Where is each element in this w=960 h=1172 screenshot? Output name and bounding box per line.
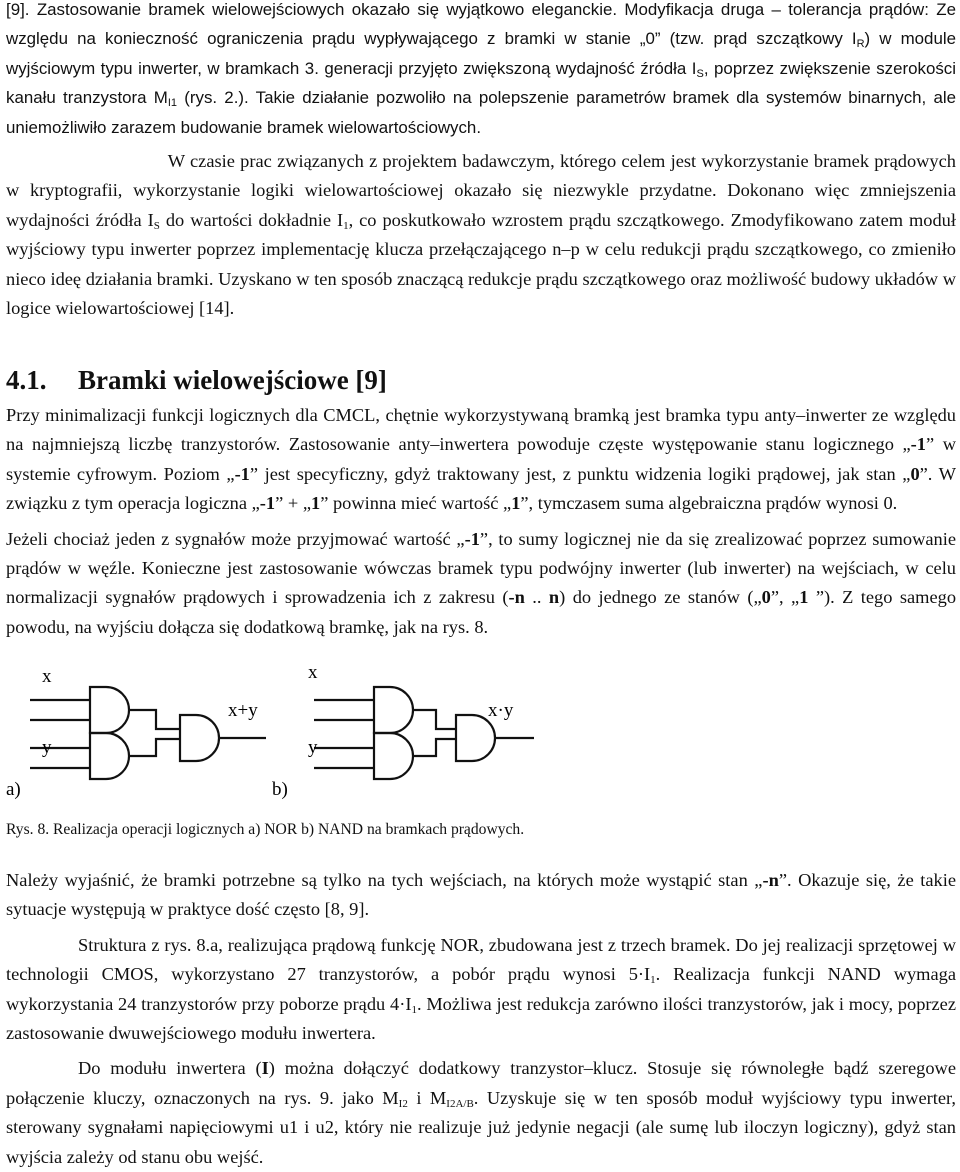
text-run: , co poskutkowało wzrostem prądu szczątkowego. Zmodyfikowano zatem moduł wyjściowy typu inwerter poprzez implementację klucza przełączającego n–p w celu redukcji prądu szczątkowego, co zmieniło nieco ideę działania bramki. Uzyskano w ten sposób znaczącą redukcje prądu szczątkowego oraz możliwość budowy układów w logice wielowartościowej [14]. [6, 209, 956, 319]
bold-value: -n [762, 870, 779, 890]
output-label-a: x+y [228, 700, 258, 721]
text-run: . Możliwa jest redukcja zarówno ilości tranzystorów, jak i mocy, poprzez zastosowanie dwuwejściowego modułu inwertera. [6, 993, 956, 1044]
and-gate-shape [456, 715, 495, 761]
and-gate-shape [90, 687, 129, 733]
paragraph-structure [6, 931, 956, 1049]
text-run: ) można dołączyć dodatkowy tranzystor–klucz. Stosuje się równoległe bądź szeregowe połączenie kluczy, oznaczonych na rys. 9. jako M [6, 1058, 956, 1108]
paragraph-sum [6, 525, 956, 643]
bold-value: 1 [799, 587, 809, 608]
text-run: i M [407, 1087, 447, 1108]
subscript: S [696, 67, 704, 80]
text-run: .. [524, 587, 549, 608]
section-title: Bramki wielowejściowe [9] [78, 365, 387, 395]
and-gate-shape [180, 715, 219, 761]
body-paragraphs [6, 401, 956, 642]
paragraph-cmcl [6, 401, 956, 519]
bold-value: 1 [511, 493, 521, 514]
bold-value: 1 [311, 493, 321, 514]
bold-value: -1 [259, 493, 276, 514]
intro-paragraph [6, 0, 956, 142]
text-run: Należy wyjaśnić, że bramki potrzebne są tylko na tych wejściach, na których może wystąpić stan „ [6, 870, 763, 890]
figure-caption: Rys. 8. Realizacja operacji logicznych a) NOR b) NAND na bramkach prądowych. [6, 821, 525, 838]
text-run: ”. W związku z tym operacja logiczna „ [6, 463, 956, 514]
text-run: ”, to sumy logicznej nie da się zrealizować poprzez sumowanie prądów w węźle. Konieczne jest zastosowanie wówczas bramek typu podwójny inwerter (lub inwerter) na wejściach, w celu normalizacji sygnałów prądowych i sprowadzenia ich z zakresu ( [6, 528, 956, 608]
text-run: ) w module wyjściowym typu inwerter, w bramkach 3. generacji przyjęto zwiększoną wydajność źródła I [6, 29, 956, 78]
text-run: ”). Z tego samego powodu, na wyjściu dołącza się dodatkową bramkę, jak na rys. 8. [6, 587, 957, 637]
and-gate-shape [90, 733, 129, 779]
text-run: , poprzez zwiększenie szerokości kanału tranzystora M [6, 58, 956, 108]
text-run: (rys. 2.). Takie działanie pozwoliło na polepszenie parametrów bramek dla systemów binarnych, ale uniemożliwiło zarazem budowanie bramek wielowartościowych. [6, 88, 956, 137]
bold-value: -1 [464, 528, 480, 549]
subscript: 1 [650, 974, 656, 987]
input-y-label-a: y [42, 737, 52, 758]
intro-text-serif [6, 147, 956, 323]
subfigure-label-b: b) [272, 779, 288, 800]
and-gate-shape [374, 733, 413, 779]
section-number: 4.1. [6, 365, 47, 395]
text-run: ) do jednego ze stanów („ [559, 587, 762, 608]
text-run: W czasie prac związanych z projektem badawczym, którego celem jest wykorzystanie bramek prądowych w kryptografii, wykorzystanie logiki wielowartościowej okazało się niezwykle przydatne. Dokonano więc zmniejszenia wydajności źródła I [6, 151, 956, 230]
body-paragraphs-2 [6, 866, 956, 1172]
subscript: 1 [411, 1003, 417, 1016]
input-y-label-b: y [308, 737, 318, 758]
text-run: . Uzyskuje się w ten sposób moduł wyjściowy typu inwerter, sterowany sygnałami napięciowymi u1 i u2, który nie realizuje już jedynie negacji (ale sumę lub iloczyn logiczny), gdyż stan wyjścia zależy od stanu obu wejść. [6, 1087, 956, 1167]
text-run: . Realizacja funkcji NAND wymaga wykorzystania 24 tranzystorów przy poborze prądu 4·I [6, 964, 957, 1014]
subscript: I2A/B [446, 1097, 474, 1110]
text-run: ” w systemie cyfrowym. Poziom „ [6, 434, 956, 484]
text-run: ” powinna mieć wartość „ [320, 493, 512, 514]
bold-value: 0 [761, 587, 771, 608]
output-label-b: x·y [488, 700, 514, 721]
section-heading [6, 363, 387, 397]
input-x-label-a: x [42, 666, 52, 687]
bold-value: -1 [234, 463, 250, 484]
subscript: S [153, 219, 160, 232]
bold-value: -n [508, 587, 525, 608]
subscript: I1 [167, 97, 178, 110]
text-run: Jeżeli chociaż jeden z sygnałów może przyjmować wartość „ [6, 528, 465, 549]
text-run: ” + „ [275, 493, 311, 514]
text-run: ” jest specyficzny, gdyż traktowany jest, z punktu widzenia logiki prądowej, jak stan „ [249, 463, 911, 484]
figure-8-gates [6, 665, 726, 805]
paragraph-inverter [6, 1054, 956, 1172]
and-gate-shape [374, 687, 413, 733]
bold-value: I [261, 1058, 269, 1079]
paragraph-note [6, 866, 956, 925]
text-run: Do modułu inwertera ( [78, 1058, 262, 1079]
text-run: [9]. Zastosowanie bramek wielowejściowych okazało się wyjątkowo eleganckie. Modyfikacja druga – tolerancja prądów: Ze względu na konieczność ograniczenia prądu wypływającego z bramki w stanie „0” (tzw. prąd szczątkowy I [6, 0, 956, 49]
input-x-label-b: x [308, 665, 318, 683]
text-run: ”, „ [770, 587, 800, 608]
text-run: ”. Okazuje się, że takie sytuacje występują w praktyce dość często [8, 9]. [6, 870, 956, 920]
bold-value: 0 [910, 463, 920, 484]
text-run: ”, tymczasem suma algebraiczna prądów wynosi 0. [520, 493, 898, 514]
bold-value: -1 [910, 434, 926, 455]
subfigure-label-a: a) [6, 779, 21, 800]
subscript: 1 [343, 219, 349, 232]
subscript: R [856, 38, 865, 51]
text-run: Struktura z rys. 8.a, realizująca prądową funkcję NOR, zbudowana jest z trzech bramek. Do jej realizacji sprzętowej w technologii CMOS, wykorzystano 27 tranzystorów, a pobór prądu wynosi 5·I [6, 934, 956, 985]
intro-continuation [6, 147, 956, 323]
bold-value: n [548, 587, 560, 608]
text-run: do wartości dokładnie I [159, 209, 344, 230]
text-run: Przy minimalizacji funkcji logicznych dla CMCL, chętnie wykorzystywaną bramką jest bramka typu anty–inwerter ze względu na najmniejszą liczbę tranzystorów. Zastosowanie anty–inwertera powoduje częste występowanie stanu logicznego „ [6, 405, 956, 455]
subscript: I2 [398, 1097, 408, 1110]
